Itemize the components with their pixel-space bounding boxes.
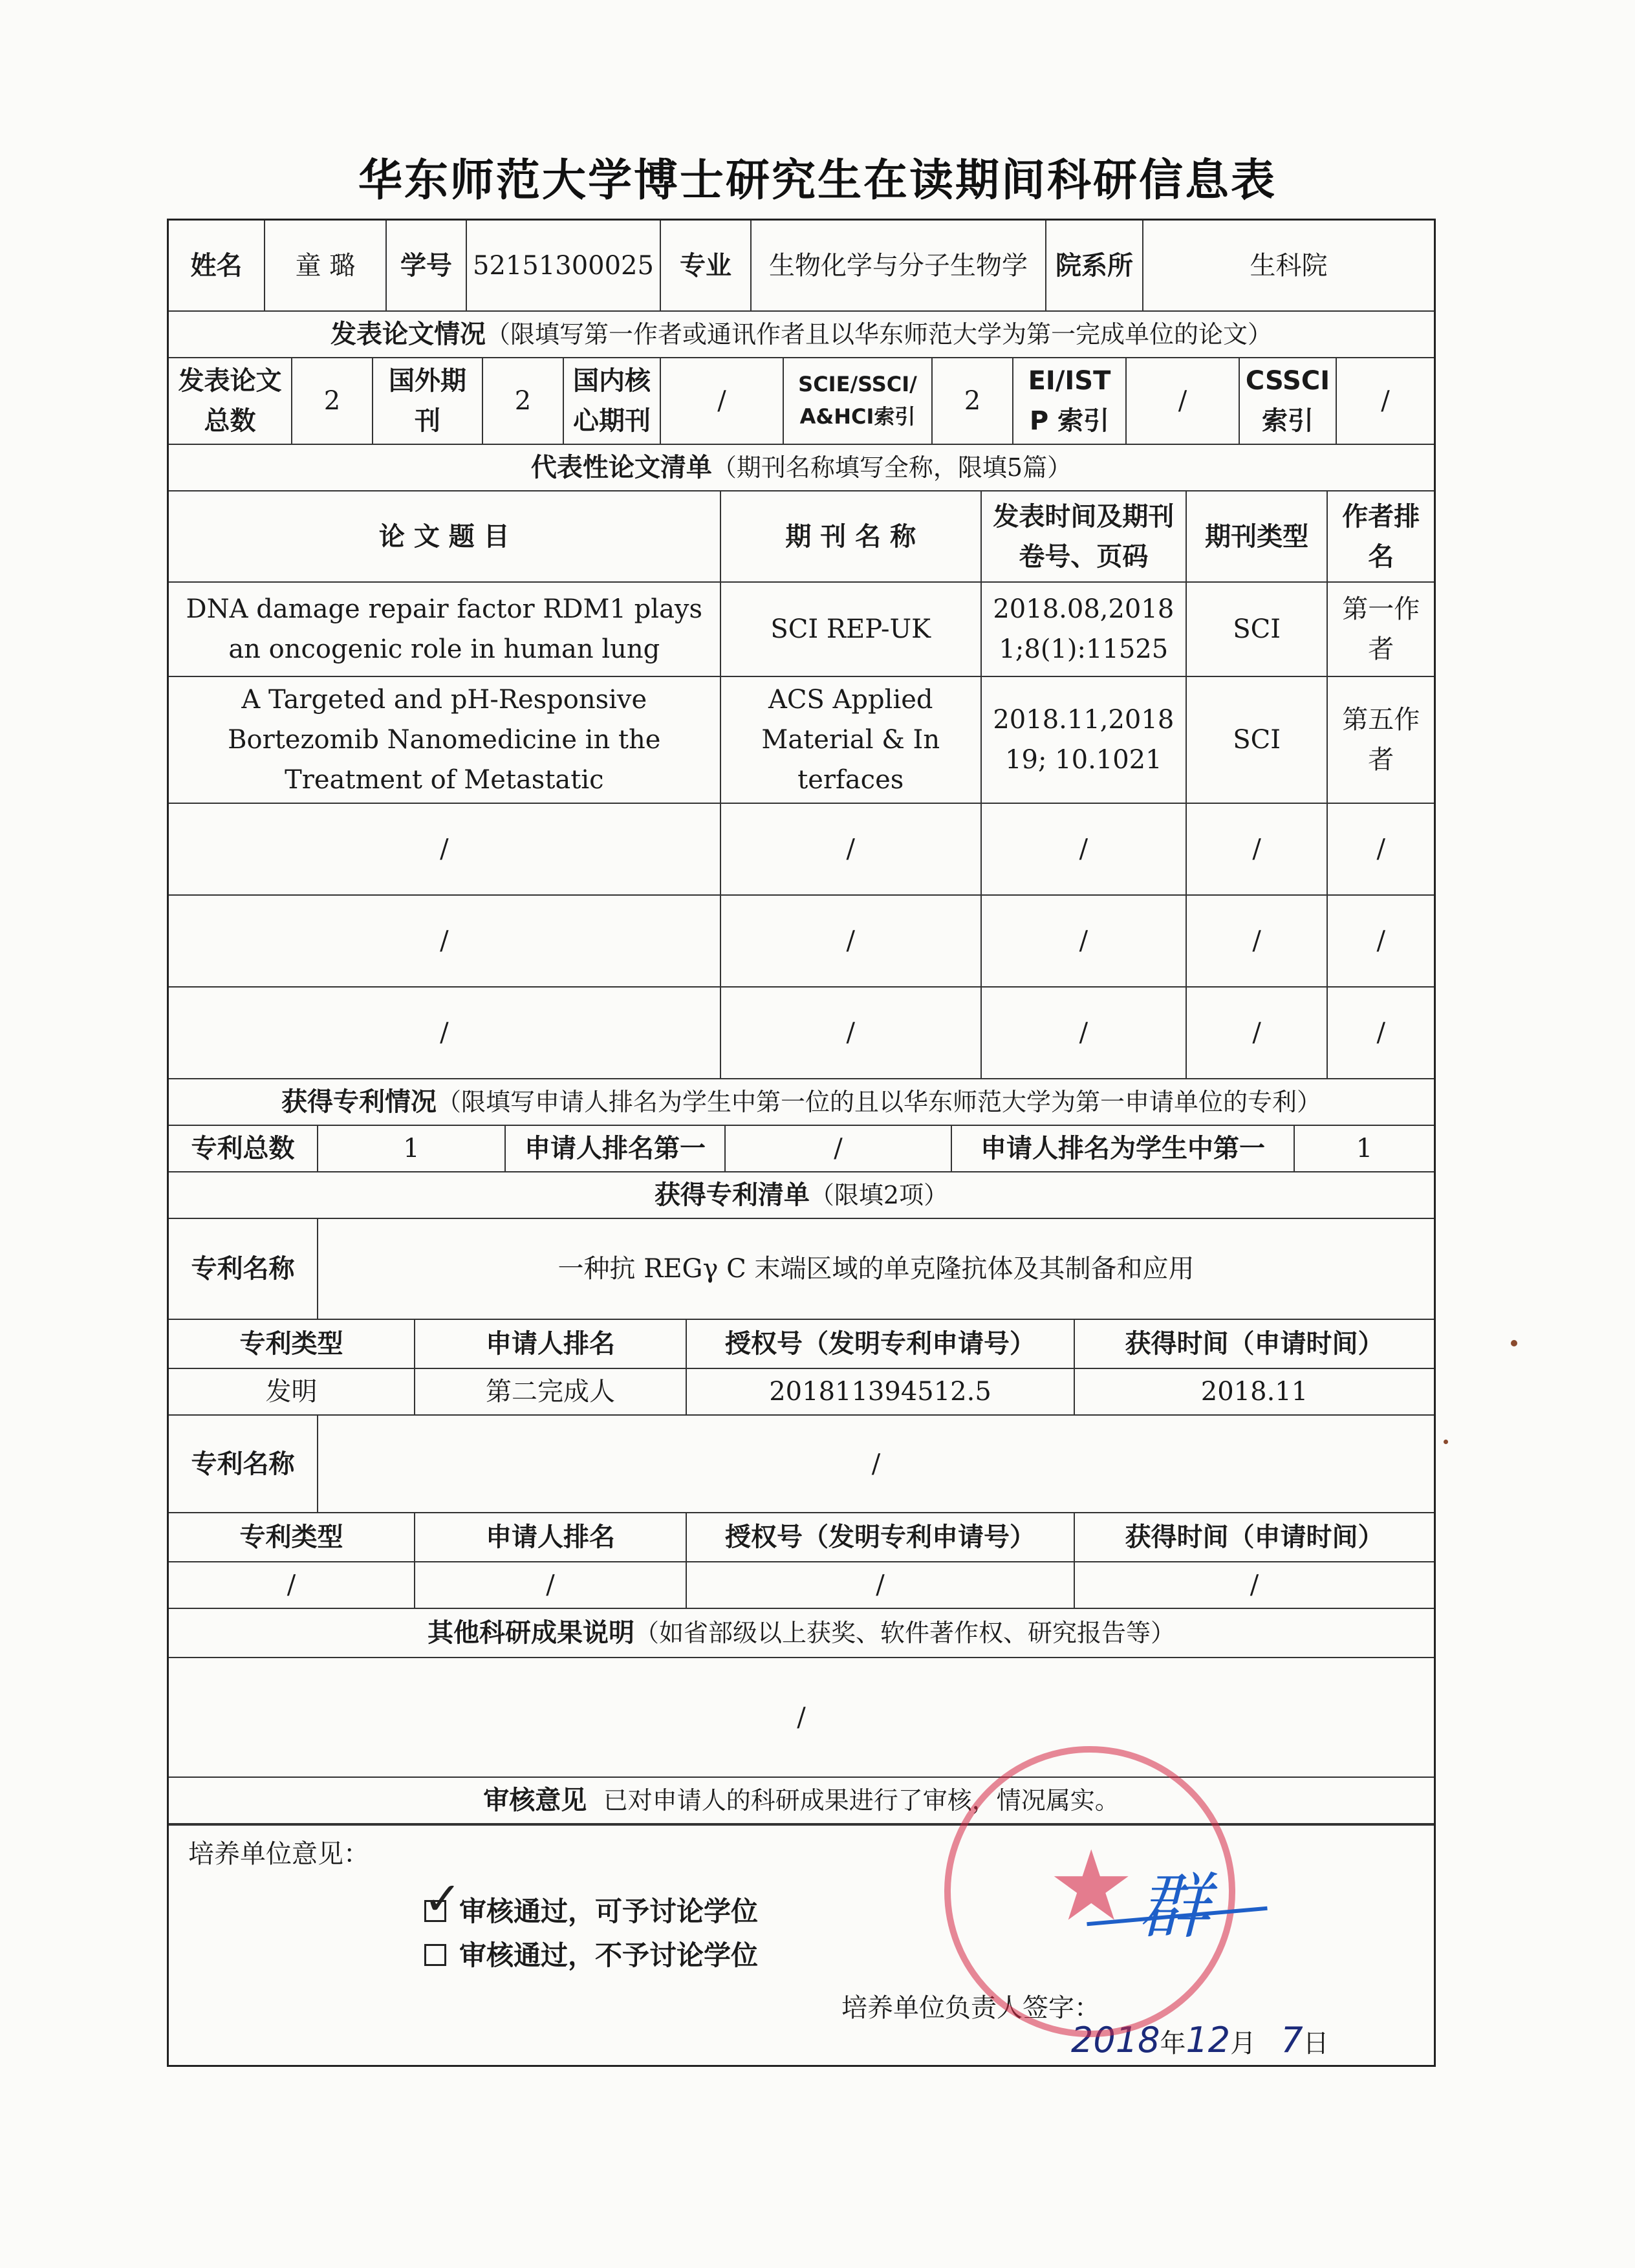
student-first-label: 申请人排名为学生中第一 bbox=[951, 1126, 1294, 1172]
patent-list-header bbox=[169, 1172, 1434, 1219]
paper-title: A Targeted and pH-Responsive Bortezomib Nanomedicine in the Treatment of Metastatic bbox=[169, 676, 720, 803]
sign-year: 2018 bbox=[1071, 2020, 1160, 2060]
month-unit: 月 bbox=[1230, 2029, 1257, 2058]
patents-section-label: 获得专利情况 bbox=[281, 1087, 437, 1117]
paper-journal: / bbox=[720, 803, 981, 895]
patent-list-label: 获得专利清单 bbox=[654, 1180, 810, 1210]
checkbox-reject[interactable] bbox=[424, 1944, 446, 1966]
core-journals-value: / bbox=[660, 358, 783, 444]
patent-time-header: 获得时间（申请时间） bbox=[1074, 1513, 1434, 1562]
paper-date: / bbox=[981, 803, 1186, 895]
table-row bbox=[169, 582, 1434, 676]
paper-date-header: 发表时间及期刊卷号、页码 bbox=[981, 491, 1186, 582]
patent-type: 发明 bbox=[169, 1368, 415, 1415]
applicant-first-label: 申请人排名第一 bbox=[505, 1126, 725, 1172]
patents-section-note: （限填写申请人排名为学生中第一位的且以华东师范大学为第一申请单位的专利） bbox=[436, 1088, 1321, 1116]
patent-type: / bbox=[169, 1562, 415, 1608]
paper-journal: SCI REP-UK bbox=[720, 582, 981, 676]
papers-section-note: （限填写第一作者或通讯作者且以华东师范大学为第一完成单位的论文） bbox=[485, 320, 1272, 349]
table-row bbox=[169, 803, 1434, 895]
patent-rank-header: 申请人排名 bbox=[415, 1320, 686, 1368]
paper-journal: ACS Applied Material & In terfaces bbox=[720, 676, 981, 803]
student-first-value: 1 bbox=[1294, 1126, 1434, 1172]
papers-section-header bbox=[169, 312, 1434, 358]
intl-journals-value: 2 bbox=[482, 358, 563, 444]
scan-speck bbox=[1511, 1340, 1517, 1346]
rep-papers-note: （期刊名称填写全称，限填5篇） bbox=[711, 453, 1072, 482]
paper-date: / bbox=[981, 987, 1186, 1079]
paper-rank: 第五作者 bbox=[1327, 676, 1434, 803]
paper-date: / bbox=[981, 895, 1186, 987]
cssci-index-label: CSSCI 索引 bbox=[1239, 358, 1336, 444]
patent-total-value: 1 bbox=[318, 1126, 505, 1172]
major-value: 生物化学与分子生物学 bbox=[751, 221, 1046, 311]
paper-type: SCI bbox=[1186, 676, 1328, 803]
rep-papers-label: 代表性论文清单 bbox=[530, 453, 712, 482]
patent-number-header: 授权号（发明专利申请号） bbox=[686, 1320, 1074, 1368]
paper-type: / bbox=[1186, 803, 1328, 895]
paper-title: DNA damage repair factor RDM1 plays an oncogenic role in human lung bbox=[169, 582, 720, 676]
paper-type-header: 期刊类型 bbox=[1186, 491, 1328, 582]
paper-title-header: 论 文 题 目 bbox=[169, 491, 720, 582]
patent-rank: 第二完成人 bbox=[415, 1368, 686, 1415]
paper-title: / bbox=[169, 803, 720, 895]
core-journals-label: 国内核心期刊 bbox=[563, 358, 660, 444]
paper-rank: 第一作者 bbox=[1327, 582, 1434, 676]
id-value: 52151300025 bbox=[466, 221, 660, 311]
day-unit: 日 bbox=[1303, 2029, 1329, 2058]
patent-name-label: 专利名称 bbox=[169, 1219, 318, 1319]
paper-title: / bbox=[169, 895, 720, 987]
unit-opinion-box bbox=[169, 1824, 1434, 2065]
unit-opinion-label: 培养单位意见： bbox=[188, 1839, 369, 1869]
table-row bbox=[169, 1562, 1434, 1608]
option-approve[interactable] bbox=[424, 1872, 759, 1929]
year-unit: 年 bbox=[1160, 2029, 1186, 2058]
other-achievements bbox=[169, 1609, 1434, 1778]
patent-time: / bbox=[1074, 1562, 1434, 1608]
patents-section-header bbox=[169, 1079, 1434, 1126]
table-row bbox=[169, 1368, 1434, 1415]
patent-number: 201811394512.5 bbox=[686, 1368, 1074, 1415]
patent-number: / bbox=[686, 1562, 1074, 1608]
total-papers-label: 发表论文总数 bbox=[169, 358, 292, 444]
student-info-row bbox=[169, 221, 1434, 312]
patent-list-note: （限填2项） bbox=[809, 1181, 949, 1209]
paper-date: 2018.11,2018 19; 10.1021 bbox=[981, 676, 1186, 803]
sign-month: 12 bbox=[1186, 2020, 1231, 2060]
ei-index-value: / bbox=[1126, 358, 1239, 444]
paper-journal-header: 期 刊 名 称 bbox=[720, 491, 981, 582]
sci-index-label: SCIE/SSCI/ A&HCI索引 bbox=[783, 358, 932, 444]
seal-star-icon: ★ bbox=[1048, 1830, 1135, 1943]
paper-rank: / bbox=[1327, 803, 1434, 895]
paper-journal: / bbox=[720, 895, 981, 987]
patent-name-row bbox=[169, 1416, 1434, 1513]
patent-rank: / bbox=[415, 1562, 686, 1608]
intl-journals-label: 国外期刊 bbox=[373, 358, 482, 444]
table-row bbox=[169, 676, 1434, 803]
form-title: 华东师范大学博士研究生在读期间科研信息表 bbox=[358, 155, 1277, 206]
id-label: 学号 bbox=[386, 221, 466, 311]
patent-type-header: 专利类型 bbox=[169, 1320, 415, 1368]
other-label: 其他科研成果说明 bbox=[427, 1618, 634, 1648]
other-value: / bbox=[169, 1658, 1434, 1777]
sign-day: 7 bbox=[1281, 2020, 1303, 2060]
patent-total-label: 专利总数 bbox=[169, 1126, 318, 1172]
paper-type: / bbox=[1186, 987, 1328, 1079]
ei-index-label: EI/ISTP 索引 bbox=[1013, 358, 1126, 444]
applicant-first-value: / bbox=[725, 1126, 951, 1172]
checkbox-approve[interactable] bbox=[424, 1872, 462, 1925]
name-label: 姓名 bbox=[169, 221, 265, 311]
paper-rank-header: 作者排名 bbox=[1327, 491, 1434, 582]
table-row bbox=[169, 987, 1434, 1079]
paper-type: SCI bbox=[1186, 582, 1328, 676]
option-approve-label: 审核通过，可予讨论学位 bbox=[459, 1895, 759, 1927]
paper-counts-row bbox=[169, 358, 1434, 445]
table-row bbox=[169, 895, 1434, 987]
patent-detail-table bbox=[169, 1320, 1434, 1416]
paper-date: 2018.08,2018 1;8(1):11525 bbox=[981, 582, 1186, 676]
cssci-index-value: / bbox=[1336, 358, 1434, 444]
papers-section-label: 发表论文情况 bbox=[330, 319, 486, 349]
patent-name-label: 专利名称 bbox=[169, 1416, 318, 1513]
patent-counts-row bbox=[169, 1126, 1434, 1172]
major-label: 专业 bbox=[660, 221, 751, 311]
paper-rank: / bbox=[1327, 987, 1434, 1079]
other-note: （如省部级以上获奖、软件著作权、研究报告等） bbox=[634, 1619, 1175, 1647]
handwritten-signature: 群 bbox=[1138, 1865, 1209, 1948]
patent-number-header: 授权号（发明专利申请号） bbox=[686, 1513, 1074, 1562]
patent-name-row bbox=[169, 1219, 1434, 1320]
paper-journal: / bbox=[720, 987, 981, 1079]
paper-rank: / bbox=[1327, 895, 1434, 987]
review-opinion-row bbox=[169, 1778, 1434, 1824]
patent-time-header: 获得时间（申请时间） bbox=[1074, 1320, 1434, 1368]
dept-label: 院系所 bbox=[1046, 221, 1143, 311]
papers-table bbox=[169, 491, 1434, 1079]
patent-name-value: / bbox=[318, 1416, 1434, 1513]
info-form bbox=[167, 219, 1436, 2067]
option-reject[interactable] bbox=[424, 1934, 758, 1973]
rep-papers-section-header bbox=[169, 445, 1434, 491]
sci-index-value: 2 bbox=[932, 358, 1013, 444]
paper-type: / bbox=[1186, 895, 1328, 987]
option-reject-label: 审核通过，不予讨论学位 bbox=[459, 1939, 759, 1971]
total-papers-value: 2 bbox=[292, 358, 373, 444]
paper-title: / bbox=[169, 987, 720, 1079]
dept-value: 生科院 bbox=[1143, 221, 1434, 311]
name-value: 童 璐 bbox=[265, 221, 386, 311]
review-text: 已对申请人的科研成果进行了审核，情况属实。 bbox=[603, 1786, 1120, 1815]
patent-time: 2018.11 bbox=[1074, 1368, 1434, 1415]
patent-detail-table bbox=[169, 1513, 1434, 1609]
patent-rank-header: 申请人排名 bbox=[415, 1513, 686, 1562]
checkmark-icon: ✓ bbox=[424, 1872, 462, 1925]
scan-speck bbox=[1444, 1440, 1448, 1444]
patent-name-value: 一种抗 REGγ C 末端区域的单克隆抗体及其制备和应用 bbox=[318, 1219, 1434, 1319]
patent-type-header: 专利类型 bbox=[169, 1513, 415, 1562]
review-label: 审核意见 bbox=[483, 1786, 587, 1815]
signature-label: 培养单位负责人签字： bbox=[841, 1993, 1100, 2023]
